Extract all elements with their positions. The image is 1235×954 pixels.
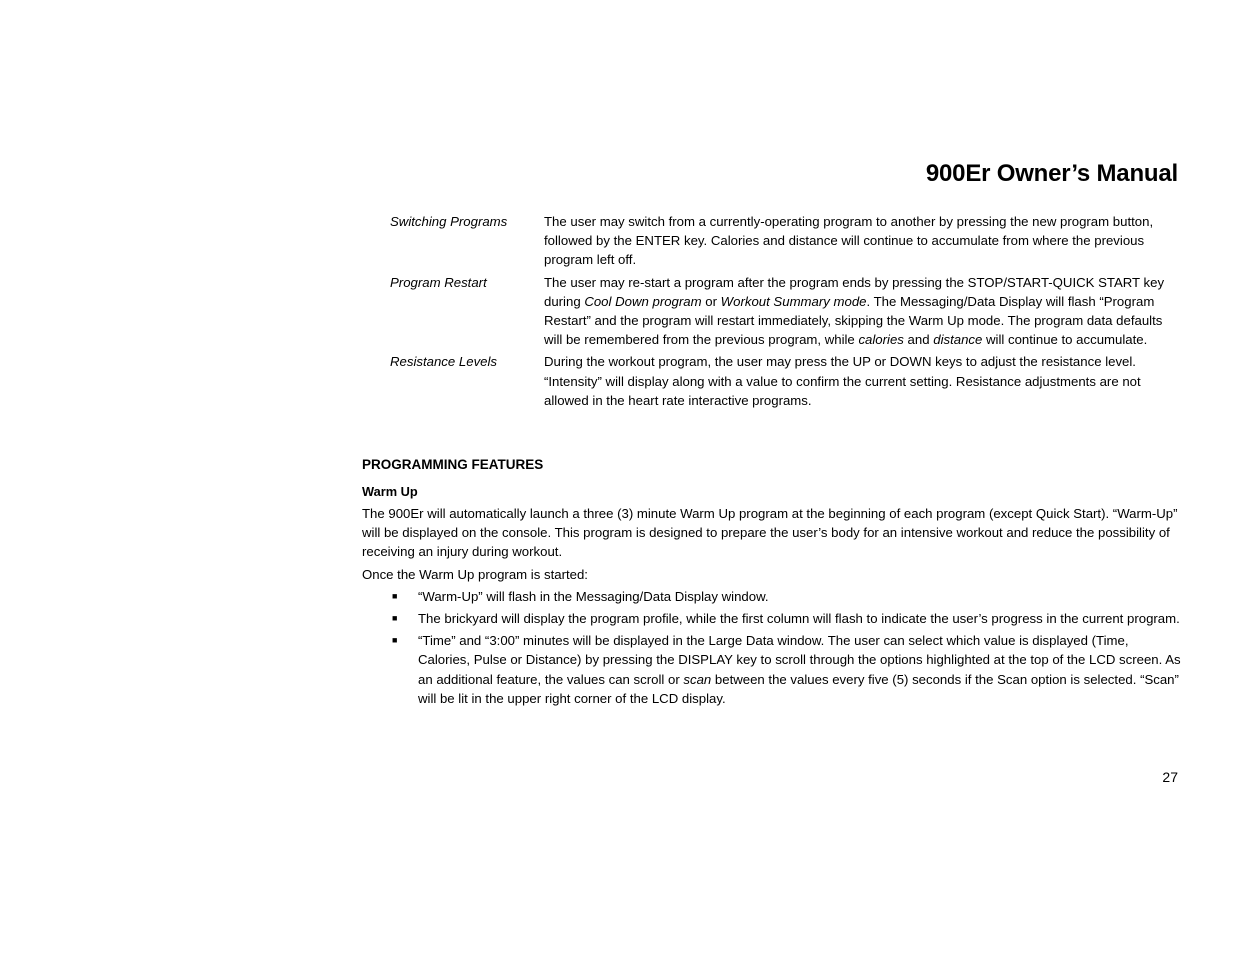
list-item	[390, 587, 1184, 606]
italic-text-run: distance	[933, 332, 983, 348]
definition-description	[544, 212, 1190, 270]
list-item	[390, 631, 1184, 708]
text-run: or	[701, 293, 721, 309]
document-title: 900Er Owner’s Manual	[925, 160, 1178, 187]
text-run: and	[903, 332, 934, 348]
definition-row-switching-programs	[390, 212, 1190, 270]
warm-up-intro: Once the Warm Up program is started:	[362, 566, 588, 582]
text-run: “Warm-Up” will flash in the Messaging/Data Display window.	[418, 588, 769, 604]
programming-features-section	[362, 455, 1184, 711]
square-bullet-icon: ■	[392, 613, 398, 624]
definition-term: Resistance Levels	[390, 354, 498, 370]
definition-term: Switching Programs	[390, 214, 508, 229]
list-item	[390, 609, 1184, 628]
subsection-heading: Warm Up	[362, 484, 418, 499]
warm-up-paragraph: The 900Er will automatically launch a three (3) minute Warm Up program at the beginning of each program (except Quick Start). “Warm-Up” will be displayed on the console. This program is designed to prepare the user’s body for an intensive workout and reduce the possibility of receiving an injury during workout.	[362, 506, 1178, 560]
italic-text-run: calories	[858, 332, 904, 348]
text-run: “Time” and “3:00” minutes will be displayed in the Large Data window. The user can select which value is displayed (Time, Calories, Pulse or Distance) by pressing the DISPLAY key to scroll through the options highlighted at the top of the LCD screen. As an additional feature, the values can scroll or	[418, 633, 1181, 687]
square-bullet-icon: ■	[392, 590, 398, 601]
definition-description	[544, 273, 1190, 350]
text-run: . The Messaging/Data Display will flash “Program Restart” and the program will restart immediately, skipping the Warm Up mode. The program data defaults will be remembered from the previous program, while	[544, 293, 1163, 348]
text-run: between the values every five (5) seconds if the Scan option is selected. “Scan” will be lit in the upper right corner of the LCD display.	[418, 671, 1179, 706]
italic-text-run: Workout Summary mode	[720, 293, 867, 309]
page-number: 27	[1162, 769, 1178, 785]
text-run: The brickyard will display the program profile, while the first column will flash to indicate the user’s progress in the current program.	[418, 611, 1180, 627]
square-bullet-icon: ■	[392, 635, 398, 646]
definition-list	[390, 212, 1190, 413]
text-run: The user may switch from a currently-operating program to another by pressing the new program button, followed by the ENTER key. Calories and distance will continue to accumulate from where the previous program left off.	[544, 214, 1154, 268]
definition-row-program-restart	[390, 273, 1190, 350]
definition-row-resistance-levels	[390, 352, 1190, 410]
definition-description	[544, 352, 1190, 410]
bullet-list	[362, 587, 1184, 708]
text-run: will continue to accumulate.	[982, 332, 1148, 348]
italic-text-run: scan	[683, 671, 712, 687]
text-run: The user may re-start a program after the program ends by pressing the STOP/START-QUICK START key during	[544, 274, 1165, 309]
text-run: During the workout program, the user may press the UP or DOWN keys to adjust the resistance level. “Intensity” will display along with a value to confirm the current setting. Resistance adjustments are not allowed in the heart rate interactive programs.	[544, 354, 1141, 408]
definition-term: Program Restart	[390, 274, 487, 290]
italic-text-run: Cool Down program	[584, 293, 702, 309]
section-heading: PROGRAMMING FEATURES	[362, 457, 544, 472]
